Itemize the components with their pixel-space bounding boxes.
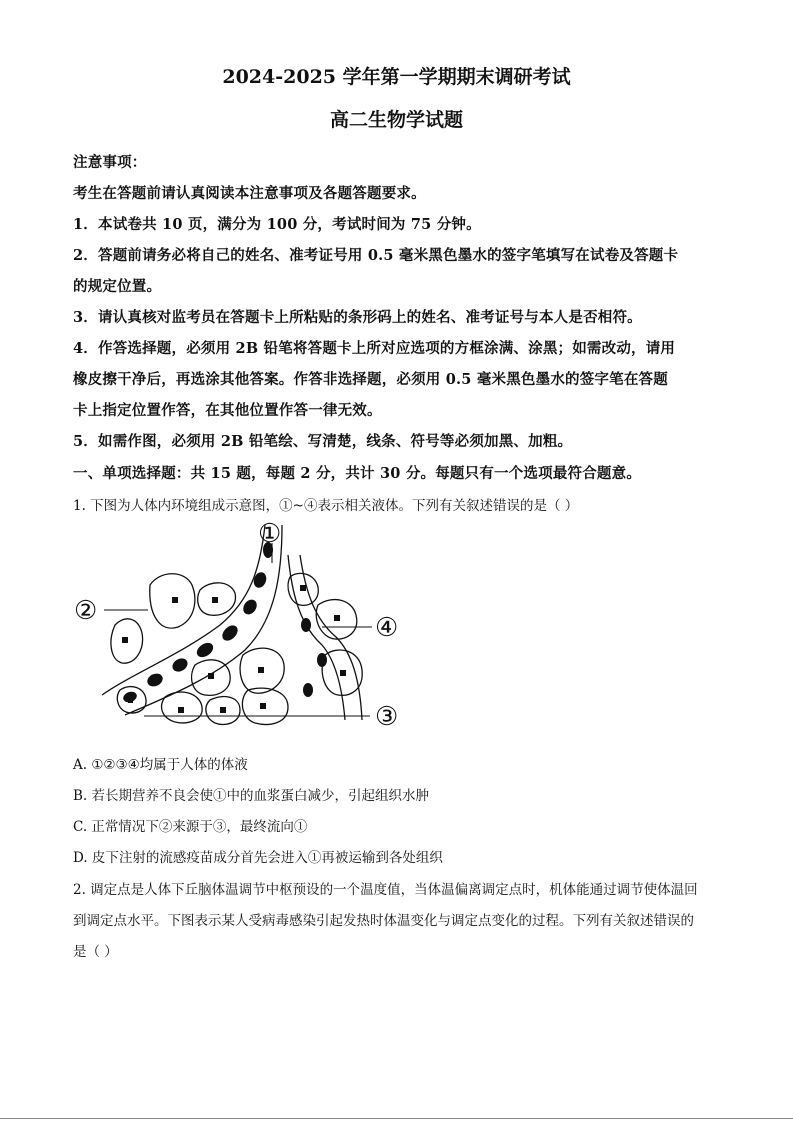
figure-label-4: ④ [375, 613, 399, 643]
cell-nucleus [172, 597, 178, 603]
notice-item-5: 5．如需作图，必须用 2B 铅笔绘、写清楚，线条、符号等必须加黑、加粗。 [73, 433, 573, 450]
notice-item-2-line-2: 的规定位置。 [73, 278, 162, 295]
exam-title: 2024-2025 学年第一学期期末调研考试 [222, 66, 571, 88]
cell-nucleus [334, 615, 340, 621]
page-bottom-rule [0, 1118, 793, 1119]
notice-item-4-line-1: 4．作答选择题，必须用 2B 铅笔将答题卡上所对应选项的方框涂满、涂黑；如需改动，请用 [73, 340, 676, 357]
cell-nucleus [300, 585, 306, 591]
figure-label-1: ① [258, 519, 282, 549]
cell-nucleus [178, 707, 184, 713]
question-2-line-2: 到调定点水平。下图表示某人受病毒感染引起发热时体温变化与调定点变化的过程。下列有关叙述错误的 [73, 913, 694, 929]
figure-label-3: ③ [375, 702, 399, 732]
blood-cell [303, 683, 313, 697]
question-2-line-1: 2. 调定点是人体下丘脑体温调节中枢预设的一个温度值，当体温偏离调定点时，机体能通过调节使体温回 [73, 882, 698, 898]
cell-nucleus [122, 637, 128, 643]
exam-subtitle: 高二生物学试题 [329, 109, 463, 131]
internal-environment-diagram [60, 515, 420, 740]
notice-item-2-line-1: 2．答题前请务必将自己的姓名、准考证号用 0.5 毫米黑色墨水的签字笔填写在试卷及答题卡 [73, 247, 679, 264]
notice-item-3: 3．请认真核对监考员在答题卡上所粘贴的条形码上的姓名、准考证号与本人是否相符。 [73, 309, 642, 326]
notice-intro: 考生在答题前请认真阅读本注意事项及各题答题要求。 [73, 185, 426, 202]
cell-nucleus [260, 703, 266, 709]
question-1-option-c: C. 正常情况下②来源于③，最终流向① [73, 819, 308, 835]
blood-cell [317, 653, 327, 667]
blood-cell [301, 618, 311, 632]
cell-nucleus [128, 698, 133, 703]
notice-item-4-line-3: 卡上指定位置作答，在其他位置作答一律无效。 [73, 402, 382, 419]
blood-cell [194, 640, 216, 660]
question-1-stem: 1. 下图为人体内环境组成示意图，①~④表示相关液体。下列有关叙述错误的是（ ） [73, 498, 579, 514]
cell-nucleus [208, 673, 214, 679]
section-heading: 一、单项选择题：共 15 题，每题 2 分，共计 30 分。每题只有一个选项最符合题意。 [73, 465, 642, 482]
cell-nucleus [220, 707, 226, 713]
cell-nucleus [212, 597, 218, 603]
notice-heading: 注意事项： [73, 154, 147, 171]
cell-nucleus [258, 667, 264, 673]
notice-item-1: 1．本试卷共 10 页，满分为 100 分，考试时间为 75 分钟。 [73, 216, 481, 233]
question-1-option-a: A. ①②③④均属于人体的体液 [73, 757, 248, 773]
blood-cell [219, 622, 240, 643]
question-1-option-b: B. 若长期营养不良会使①中的血浆蛋白减少，引起组织水肿 [73, 788, 430, 804]
blood-cell [252, 570, 269, 589]
cell-nucleus [340, 670, 346, 676]
blood-cell [170, 656, 190, 674]
blood-cell [240, 597, 259, 617]
question-1-option-d: D. 皮下注射的流感疫苗成分首先会进入①再被运输到各处组织 [73, 850, 443, 866]
blood-cell [145, 671, 165, 689]
notice-item-4-line-2: 橡皮擦干净后，再选涂其他答案。作答非选择题，必须用 0.5 毫米黑色墨水的签字笔在答题 [73, 371, 668, 388]
figure-label-2: ② [74, 596, 98, 626]
question-2-line-3: 是（ ） [73, 944, 118, 960]
capillary-wall-right [125, 525, 282, 715]
